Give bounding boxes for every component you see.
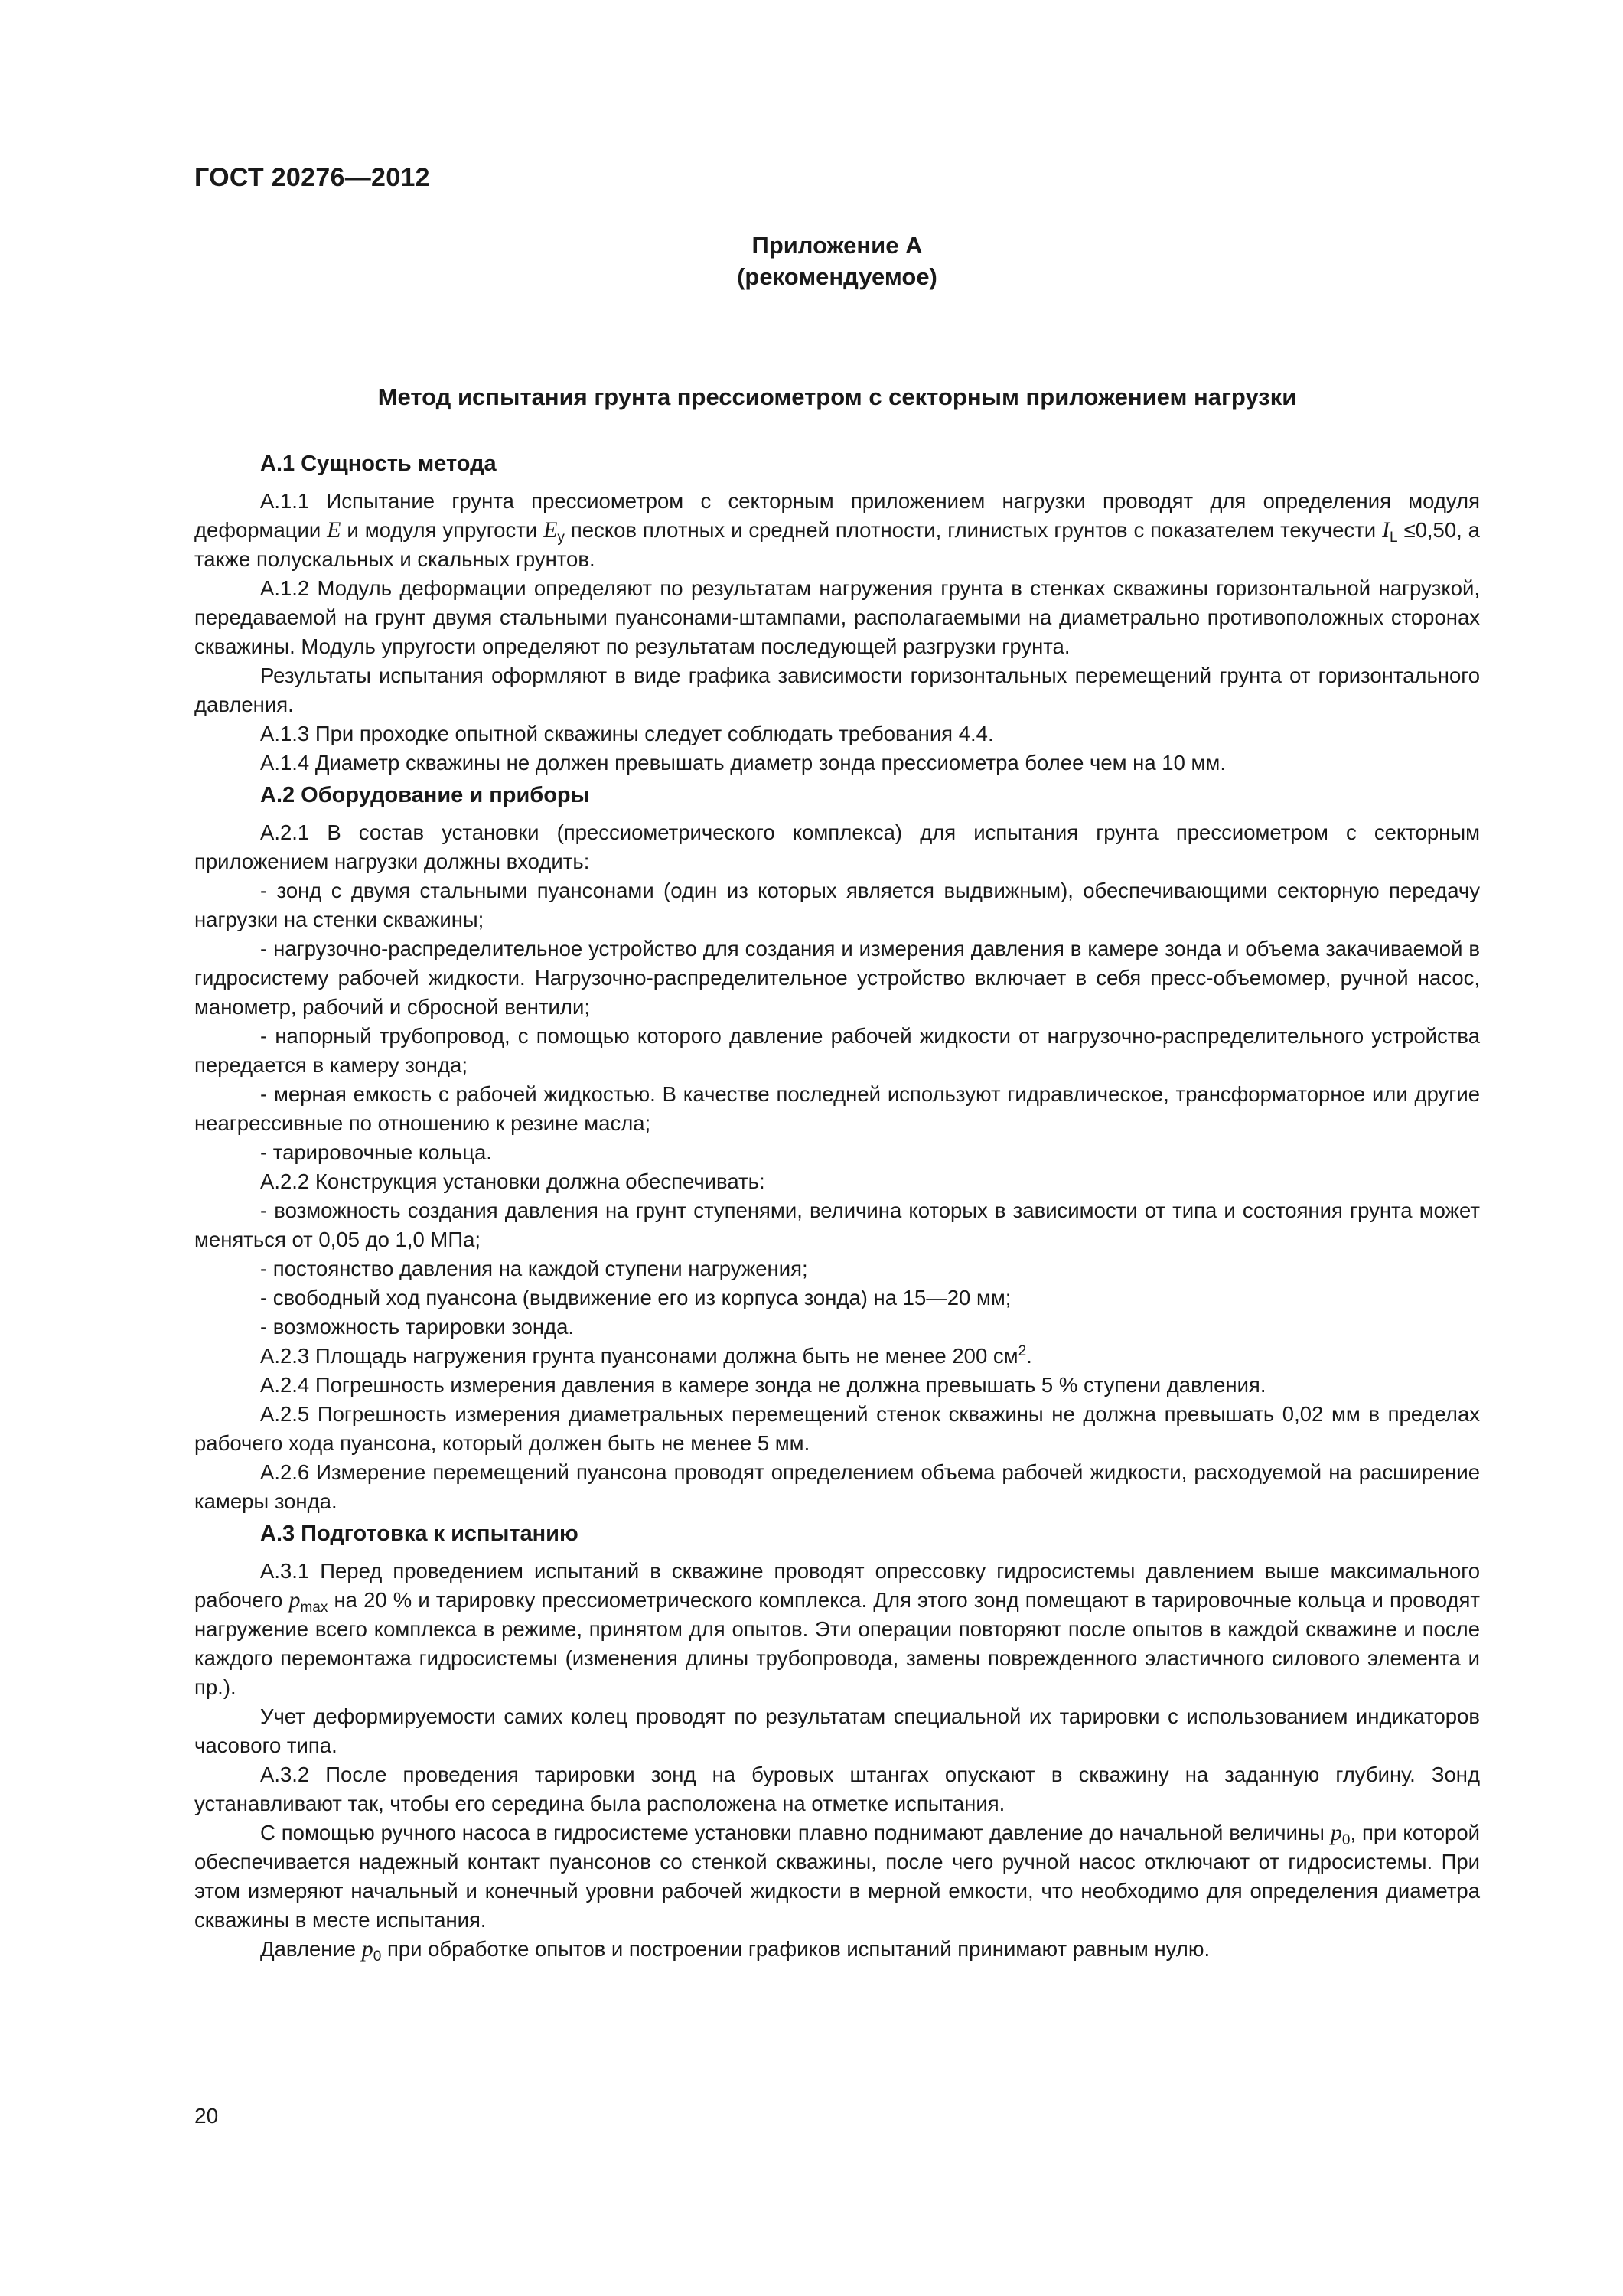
appendix-header: [194, 230, 1480, 292]
page-number: 20: [194, 2104, 219, 2128]
paragraph-a1-1: А.1.1 Испытание грунта прессиометром с секторным приложением нагрузки проводят для определения модуля деформации E и модуля упругости $E_у$ песков плотных и средней плотности, глинистых грунтов с показателем текучести $I_L \le 0,50$, а также полускальных и скальных грунтов.: [194, 489, 1480, 571]
paragraph-a1-results: Результаты испытания оформляют в виде графика зависимости горизонтальных перемещений грунта от горизонтального давления.: [194, 664, 1480, 716]
list-item: - тарировочные кольца.: [260, 1140, 492, 1164]
paragraph-a1-2: А.1.2 Модуль деформации определяют по результатам нагружения грунта в стенках скважины горизонтальной нагрузкой, передаваемой на грунт двумя стальными пуансонами-штампами, располагаемыми на диаметрально противоположных сторонах скважины. Модуль упругости определяют по результатам последующей разгрузки грунта.: [194, 576, 1480, 658]
paragraph-a2-4: А.2.4 Погрешность измерения давления в камере зонда не должна превышать 5 % ступени давления.: [260, 1373, 1266, 1397]
paragraph-a3-rings: Учет деформируемости самих колец проводят по результатам специальной их тарировки с использованием индикаторов часового типа.: [194, 1704, 1480, 1757]
paragraph-a2-6: А.2.6 Измерение перемещений пуансона проводят определением объема рабочей жидкости, расходуемой на расширение камеры зонда.: [194, 1460, 1480, 1513]
document-body: [194, 449, 1480, 1964]
appendix-note: (рекомендуемое): [737, 263, 937, 290]
paragraph-a1-4: А.1.4 Диаметр скважины не должен превышать диаметр зонда прессиометра более чем на 10 мм.: [260, 751, 1226, 775]
list-item: - напорный трубопровод, с помощью которого давление рабочей жидкости от нагрузочно-распределительного устройства передается в камеру зонда;: [194, 1024, 1480, 1077]
paragraph-a1-3: А.1.3 При проходке опытной скважины следует соблюдать требования 4.4.: [260, 722, 994, 745]
list-item: - зонд с двумя стальными пуансонами (один из которых является выдвижным), обеспечивающими секторную передачу нагрузки на стенки скважины;: [194, 879, 1480, 931]
list-item: - нагрузочно-распределительное устройство для создания и измерения давления в камере зонда и объема закачиваемой в гидросистему рабочей жидкости. Нагрузочно-распределительное устройство включает в себя пресс-объемомер, ручной насос, манометр, рабочий и сбросной вентили;: [194, 937, 1480, 1019]
document-code: ГОСТ 20276—2012: [194, 163, 430, 192]
list-item: - возможность тарировки зонда.: [260, 1315, 575, 1339]
document-title: Метод испытания грунта прессиометром с секторным приложением нагрузки: [377, 383, 1297, 410]
paragraph-a2-3: А.2.3 Площадь нагружения грунта пуансонами должна быть не менее 200 $см^2$.: [260, 1343, 1032, 1368]
section-heading-a3: А.3 Подготовка к испытанию: [260, 1521, 578, 1546]
paragraph-a2-5: А.2.5 Погрешность измерения диаметральных перемещений стенок скважины не должна превышать 0,02 мм в пределах рабочего хода пуансона, который должен быть не менее 5 мм.: [194, 1402, 1480, 1455]
paragraph-a2-2: А.2.2 Конструкция установки должна обеспечивать:: [260, 1169, 765, 1193]
paragraph-a3-pump: С помощью ручного насоса в гидросистеме установки плавно поднимают давление до начальной величины $p_0$, при которой обеспечивается надежный контакт пуансонов со стенкой скважины, после чего ручной насос отключают от гидросистемы. При этом измеряют начальный и конечный уровни рабочей жидкости в мерной емкости, что необходимо для определения диаметра скважины в месте испытания.: [194, 1820, 1480, 1932]
paragraph-a2-1: А.2.1 В состав установки (прессиометрического комплекса) для испытания грунта прессиометром с секторным приложением нагрузки должны входить:: [194, 820, 1480, 873]
section-heading-a1: А.1 Сущность метода: [260, 452, 497, 476]
list-item: - свободный ход пуансона (выдвижение его из корпуса зонда) на 15—20 мм;: [260, 1286, 1012, 1309]
appendix-title: Приложение А: [751, 232, 923, 259]
list-item: - постоянство давления на каждой ступени нагружения;: [260, 1257, 808, 1280]
list-item: - мерная емкость с рабочей жидкостью. В качестве последней используют гидравлическое, трансформаторное или другие неагрессивные по отношению к резине масла;: [194, 1082, 1480, 1135]
paragraph-a3-pressure: Давление $p_0$ при обработке опытов и построении графиков испытаний принимают равным нулю.: [260, 1936, 1211, 1965]
section-heading-a2: А.2 Оборудование и приборы: [260, 783, 590, 807]
paragraph-a3-1: А.3.1 Перед проведением испытаний в скважине проводят опрессовку гидросистемы давлением выше максимального рабочего $p_{max}$ на 20 % и тарировку прессиометрического комплекса. Для этого зонд помещают в тарировочные кольца и проводят нагружение всего комплекса в режиме, принятом для опытов. Эти операции повторяют после опытов в каждой скважине и после каждого перемонтажа гидросистемы (изменения длины трубопровода, замены поврежденного эластичного силового элемента и пр.).: [194, 1559, 1481, 1699]
paragraph-a3-2: А.3.2 После проведения тарировки зонд на буровых штангах опускают в скважину на заданную глубину. Зонд устанавливают так, чтобы его середина была расположена на отметке испытания.: [194, 1763, 1480, 1815]
list-item: - возможность создания давления на грунт ступенями, величина которых в зависимости от типа и состояния грунта может меняться от 0,05 до 1,0 МПа;: [194, 1199, 1480, 1251]
